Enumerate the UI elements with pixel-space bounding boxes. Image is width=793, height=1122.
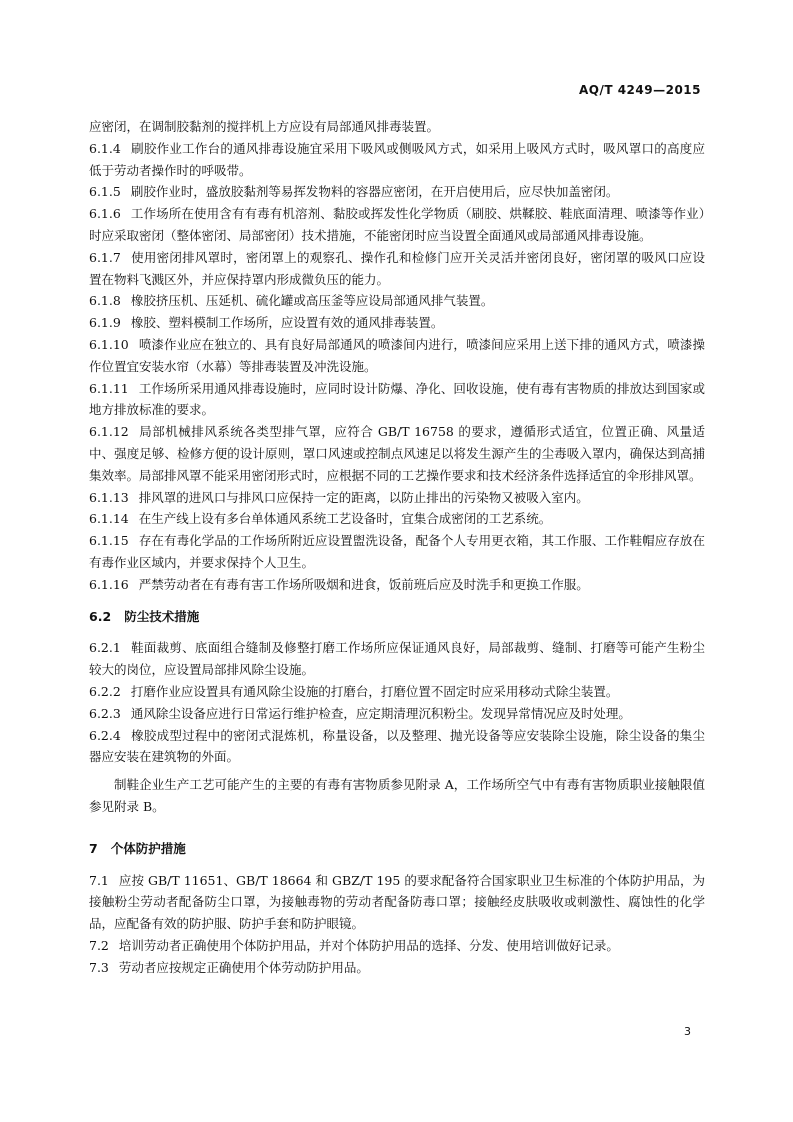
clause-number: 6.2.4 xyxy=(89,727,121,743)
clause-text: 培训劳动者正确使用个体防护用品，并对个体防护用品的选择、分发、使用培训做好记录。 xyxy=(118,937,619,953)
clause-text: 橡胶、塑料模制工作场所，应设置有效的通风排毒装置。 xyxy=(130,315,444,331)
clause-text: 橡胶成型过程中的密闭式混炼机，称量设备，以及整理、抛光设备等应安装除尘设施，除尘设备的集尘器应安装在建筑物的外面。 xyxy=(89,727,705,765)
clause xyxy=(89,935,705,957)
section-number: 6.2 xyxy=(89,608,112,624)
clause-number: 6.1.8 xyxy=(89,293,121,309)
page-content xyxy=(89,116,705,978)
clause xyxy=(89,378,705,422)
clause-number: 6.1.12 xyxy=(89,424,129,440)
clause-number: 6.1.14 xyxy=(89,511,129,527)
clause-text: 工作场所采用通风排毒设施时，应同时设计防爆、净化、回收设施，使有毒有害物质的排放达到国家或地方排放标准的要求。 xyxy=(89,380,705,418)
clause xyxy=(89,703,705,725)
clause-number: 6.1.5 xyxy=(89,184,121,200)
clause-number: 7.2 xyxy=(89,937,109,953)
clause-text: 鞋面裁剪、底面组合缝制及修整打磨工作场所应保证通风良好，局部裁剪、缝制、打磨等可能产生粉尘较大的岗位，应设置局部排风除尘设施。 xyxy=(89,640,705,678)
clause-number: 6.2.3 xyxy=(89,705,121,721)
clause-number: 6.1.15 xyxy=(89,533,129,549)
clause xyxy=(89,681,705,703)
page-number: 3 xyxy=(684,1025,691,1038)
clause xyxy=(89,247,705,291)
clause-text: 在生产线上设有多台单体通风系统工艺设备时，宜集合成密闭的工艺系统。 xyxy=(138,511,552,527)
clause-text: 刷胶作业时，盛放胶黏剂等易挥发物料的容器应密闭，在开启使用后，应尽快加盖密闭。 xyxy=(130,184,619,200)
section-number: 7 xyxy=(89,840,98,856)
clause-text: 存在有毒化学品的工作场所附近应设置盥洗设备，配备个人专用更衣箱，其工作服、工作鞋帽应存放在有毒作业区域内，并要求保持个人卫生。 xyxy=(89,533,705,570)
clause-number: 6.1.16 xyxy=(89,576,129,592)
clause-number: 6.1.9 xyxy=(89,315,121,331)
clause-number: 6.1.6 xyxy=(89,206,121,222)
document-id-header: AQ/T 4249—2015 xyxy=(578,83,701,97)
clause xyxy=(89,870,705,935)
section-title: 个体防护措施 xyxy=(110,840,186,856)
clause-number: 7.1 xyxy=(89,872,109,888)
clause-text: 排风罩的进风口与排风口应保持一定的距离，以防止排出的污染物又被吸入室内。 xyxy=(138,489,589,505)
clause-number: 6.1.11 xyxy=(89,380,129,396)
section-heading-7 xyxy=(89,838,705,860)
clause xyxy=(89,312,705,334)
clause-text: 刷胶作业工作台的通风排毒设施宜采用下吸风或侧吸风方式，如采用上吸风方式时，吸风罩口的高度应低于劳动者操作时的呼吸带。 xyxy=(89,140,705,178)
clause-text: 局部机械排风系统各类型排气罩，应符合 GB/T 16758 的要求，遵循形式适宜，位置正确、风量适中、强度足够、检修方便的设计原则，罩口风速或控制点风速足以将发生源产生的尘毒吸入罩内，确保达到高捕集效率。局部排风罩不能采用密闭形式时，应根据不同的工艺操作要求和技术经济条件选择适宜的伞形排风罩。 xyxy=(89,424,705,483)
annex-note: 制鞋企业生产工艺可能产生的主要的有毒有害物质参见附录 A，工作场所空气中有毒有害物质职业接触限值参见附录 B。 xyxy=(89,777,705,814)
clause xyxy=(89,116,705,138)
clause xyxy=(89,957,705,979)
clause-text: 通风除尘设备应进行日常运行维护检查，应定期清理沉积粉尘。发现异常情况应及时处理。 xyxy=(130,705,631,721)
clause xyxy=(89,487,705,509)
clause xyxy=(89,530,705,574)
clause-text: 橡胶挤压机、压延机、硫化罐或高压釜等应设局部通风排气装置。 xyxy=(130,293,494,309)
section-title: 防尘技术措施 xyxy=(124,608,200,624)
clause-text: 喷漆作业应在独立的、具有良好局部通风的喷漆间内进行，喷漆间应采用上送下排的通风方式，喷漆操作位置宜安装水帘（水幕）等排毒装置及冲洗设施。 xyxy=(89,336,705,374)
clause xyxy=(89,138,705,182)
clause-number: 6.1.4 xyxy=(89,140,121,156)
clause-number: 6.1.7 xyxy=(89,249,121,265)
clause-number: 6.2.1 xyxy=(89,640,121,656)
clause xyxy=(89,725,705,769)
clause-text: 应密闭，在调制胶黏剂的搅拌机上方应设有局部通风排毒装置。 xyxy=(89,119,440,134)
clause-text: 打磨作业应设置具有通风除尘设施的打磨台，打磨位置不固定时应采用移动式除尘装置。 xyxy=(130,683,619,699)
clause xyxy=(89,508,705,530)
clause xyxy=(89,290,705,312)
clause-text: 工作场所在使用含有有毒有机溶剂、黏胶或挥发性化学物质（刷胶、烘鞣胶、鞋底面清理、喷漆等作业）时应采取密闭（整体密闭、局部密闭）技术措施，不能密闭时应当设置全面通风或局部通风排毒设施。 xyxy=(89,206,705,243)
clause-text: 严禁劳动者在有毒有害工作场所吸烟和进食，饭前班后应及时洗手和更换工作服。 xyxy=(138,576,589,592)
clause-text: 应按 GB/T 11651、GB/T 18664 和 GBZ/T 195 的要求配备符合国家职业卫生标准的个体防护用品，为接触粉尘劳动者配备防尘口罩，为接触毒物的劳动者配备防毒口罩；接触经皮肤吸收或刺激性、腐蚀性的化学品，应配备有效的防护服、防护手套和防护眼镜。 xyxy=(89,872,705,932)
clauses-7 xyxy=(89,870,705,979)
clause-number: 6.2.2 xyxy=(89,683,121,699)
section-heading-6-2 xyxy=(89,606,705,628)
clause xyxy=(89,574,705,596)
clause-number: 6.1.13 xyxy=(89,489,129,505)
clause xyxy=(89,203,705,247)
clause-number: 6.1.10 xyxy=(89,336,129,352)
clause xyxy=(89,334,705,378)
clause-number: 7.3 xyxy=(89,959,109,975)
clause xyxy=(89,181,705,203)
clauses-6-2 xyxy=(89,637,705,768)
clause-text: 劳动者应按规定正确使用个体劳动防护用品。 xyxy=(118,959,369,975)
clauses-6-1 xyxy=(89,116,705,596)
clause xyxy=(89,421,705,486)
clause xyxy=(89,637,705,681)
clause-text: 使用密闭排风罩时，密闭罩上的观察孔、操作孔和检修门应开关灵活并密闭良好，密闭罩的吸风口应设置在物料飞溅区外，并应保持罩内形成微负压的能力。 xyxy=(89,249,705,287)
